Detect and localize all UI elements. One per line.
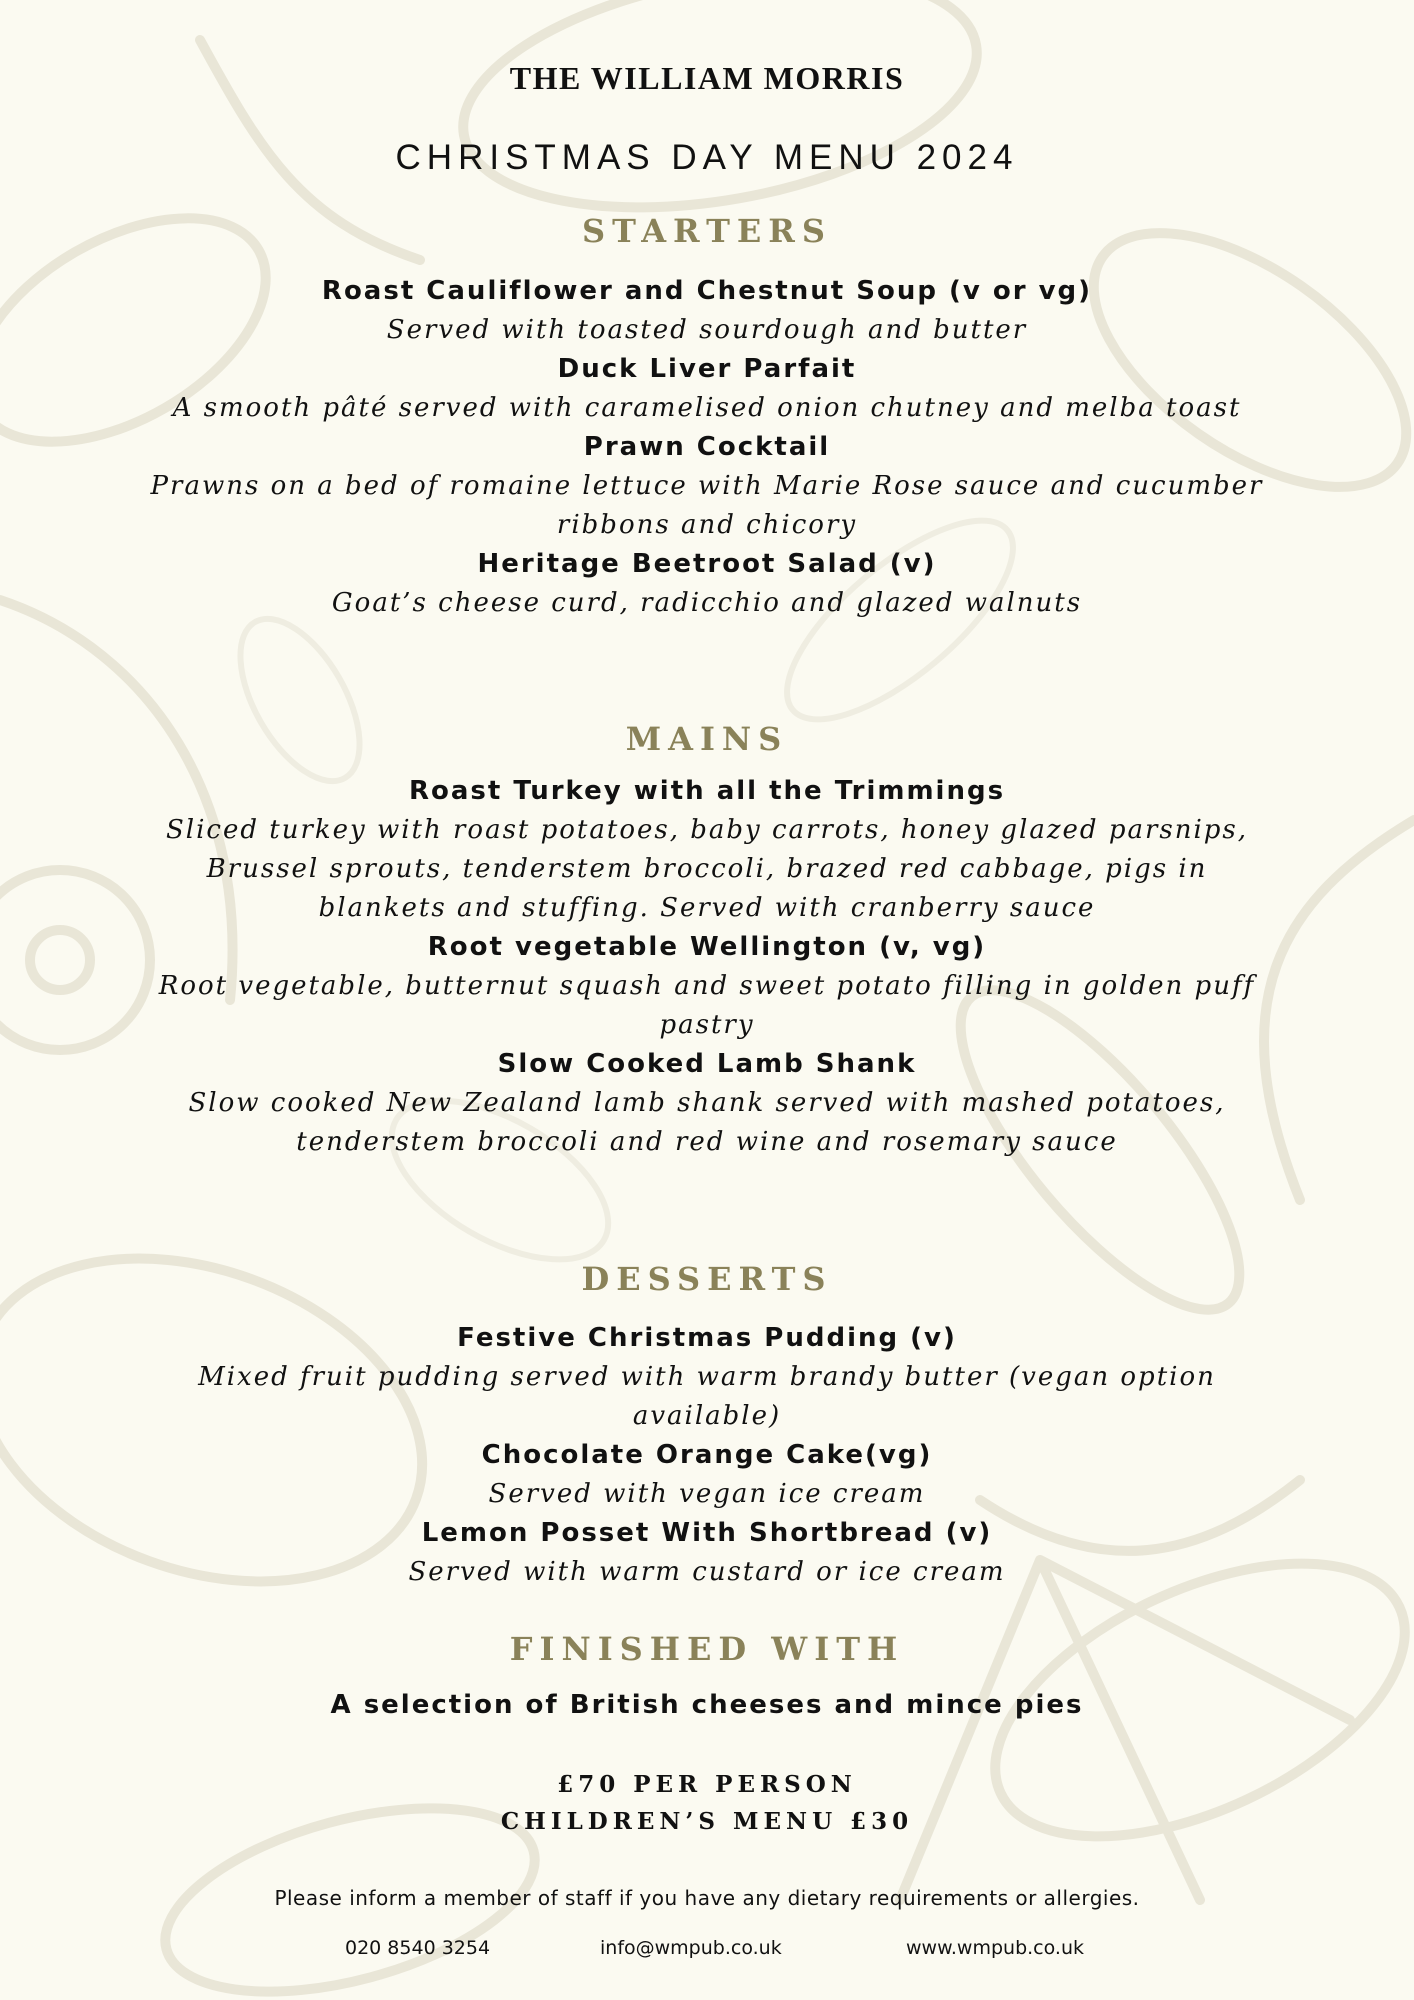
dish-description: Sliced turkey with roast potatoes, baby carrots, honey glazed parsnips, Brussel sprouts, tenderstem broccoli, brazed red cabbage, pigs in blankets and stuffing. Served with cranberry sauce bbox=[165, 815, 1249, 923]
dish-name: Slow Cooked Lamb Shank bbox=[497, 1049, 917, 1079]
dish-description: Root vegetable, butternut squash and sweet potato filling in golden puff pastry bbox=[158, 971, 1256, 1040]
dish-description: Served with vegan ice cream bbox=[488, 1479, 926, 1509]
venue-name: THE WILLIAM MORRIS bbox=[509, 60, 905, 96]
contact-email[interactable]: info@wmpub.co.uk bbox=[600, 1937, 782, 1959]
contact-phone[interactable]: 020 8540 3254 bbox=[345, 1937, 491, 1959]
dish-name: Prawn Cocktail bbox=[583, 432, 831, 462]
dish-name: Festive Christmas Pudding (v) bbox=[457, 1323, 957, 1353]
children-price: CHILDREN’S MENU £30 bbox=[500, 1808, 914, 1835]
section-title-finished-with: FINISHED WITH bbox=[509, 1630, 905, 1668]
finished-with-text bbox=[150, 1686, 1264, 1725]
dish-description: A smooth pâté served with caramelised onion chutney and melba toast bbox=[172, 393, 1242, 423]
section-title-mains: MAINS bbox=[625, 720, 789, 758]
contact-website[interactable]: www.wmpub.co.uk bbox=[906, 1937, 1084, 1959]
dish-name: Lemon Posset With Shortbread (v) bbox=[421, 1518, 993, 1548]
dish-description: Served with warm custard or ice cream bbox=[408, 1557, 1006, 1587]
section-title-starters: STARTERS bbox=[582, 212, 832, 250]
desserts-list bbox=[150, 1319, 1264, 1592]
dish-name: Chocolate Orange Cake(vg) bbox=[481, 1440, 933, 1470]
section-title-desserts: DESSERTS bbox=[581, 1260, 833, 1298]
dish-name: Heritage Beetroot Salad (v) bbox=[477, 549, 937, 579]
dish-name: A selection of British cheeses and mince pies bbox=[330, 1690, 1084, 1720]
mains-list bbox=[150, 772, 1264, 1162]
dish-description: Prawns on a bed of romaine lettuce with Marie Rose sauce and cucumber ribbons and chicory bbox=[150, 471, 1264, 540]
allergy-notice: Please inform a member of staff if you have any dietary requirements or allergies. bbox=[274, 1886, 1140, 1910]
adult-price: £70 PER PERSON bbox=[557, 1771, 857, 1798]
dish-name: Roast Turkey with all the Trimmings bbox=[408, 776, 1006, 806]
starters-list bbox=[150, 272, 1264, 623]
dish-description: Goat’s cheese curd, radicchio and glazed walnuts bbox=[331, 588, 1083, 618]
dish-description: Mixed fruit pudding served with warm brandy butter (vegan option available) bbox=[198, 1362, 1216, 1431]
dish-name: Roast Cauliflower and Chestnut Soup (v or vg) bbox=[321, 276, 1093, 306]
dish-description: Slow cooked New Zealand lamb shank served with mashed potatoes, tenderstem broccoli and red wine and rosemary sauce bbox=[188, 1088, 1226, 1157]
menu-title: CHRISTMAS DAY MENU 2024 bbox=[395, 138, 1019, 177]
dish-description: Served with toasted sourdough and butter bbox=[386, 315, 1028, 345]
dish-name: Root vegetable Wellington (v, vg) bbox=[427, 932, 987, 962]
dish-name: Duck Liver Parfait bbox=[557, 354, 857, 384]
